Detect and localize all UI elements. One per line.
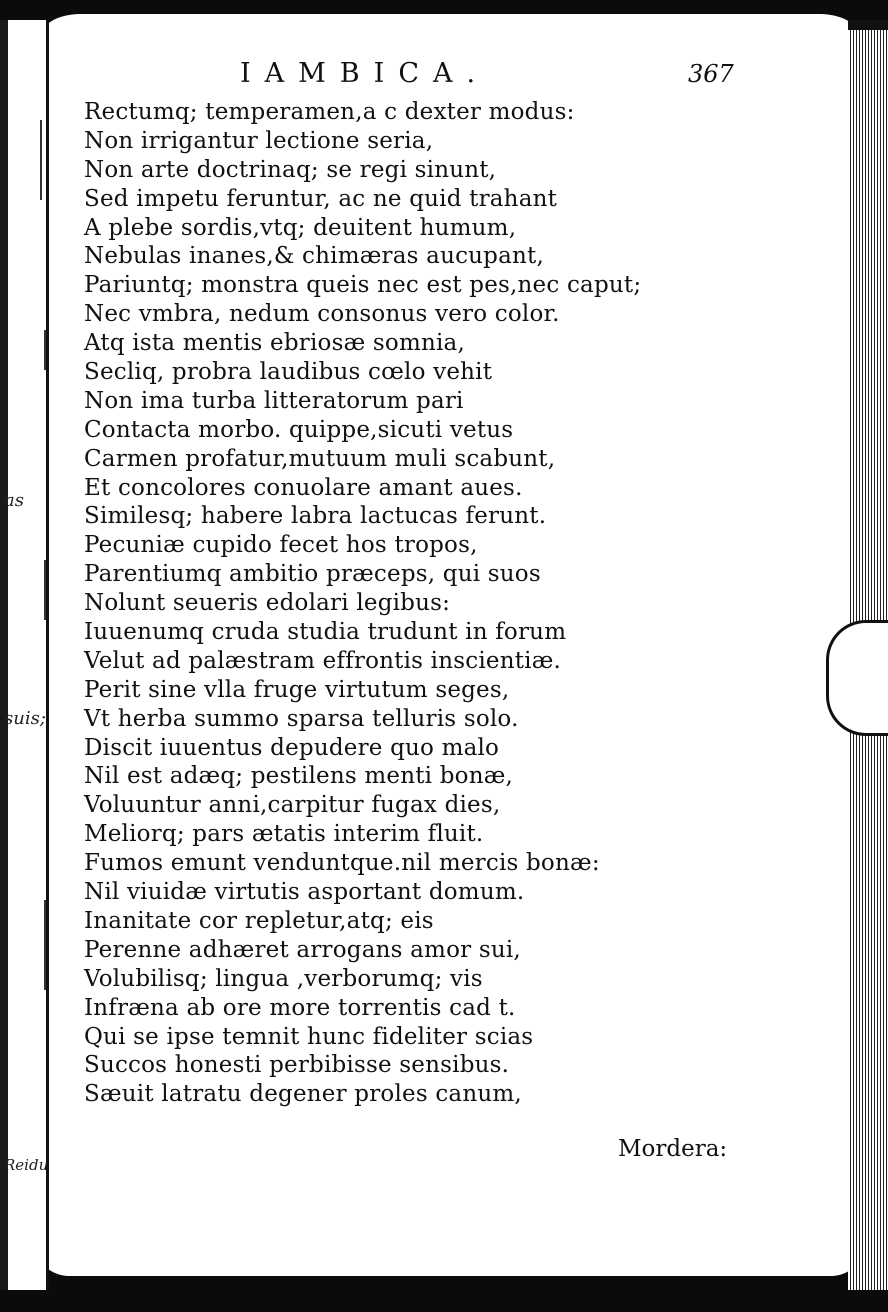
margin-fragment: suis; bbox=[4, 708, 46, 729]
verse-line: Parentiumq ambitio præceps, qui suos bbox=[84, 561, 541, 588]
verse-line: Carmen profatur,mutuum muli scabunt, bbox=[84, 445, 556, 472]
verse-line: Non arte doctrinaq; se regi sinunt, bbox=[84, 156, 497, 183]
page-number: 367 bbox=[688, 60, 734, 88]
verse-line: Perit sine vlla fruge virtutum seges, bbox=[84, 676, 510, 703]
verse-line: Pariuntq; monstra queis nec est pes,nec caput; bbox=[84, 272, 642, 299]
page-bottom-curve bbox=[40, 1232, 860, 1276]
verse-line: Perenne adhæret arrogans amor sui, bbox=[84, 936, 521, 963]
verse-line: Et concolores conuolare amant aues. bbox=[84, 474, 523, 501]
verse-line: Volubilisq; lingua ,verborumq; vis bbox=[84, 965, 483, 992]
verse-line: Sæuit latratu degener proles canum, bbox=[84, 1081, 522, 1108]
verse-line: Fumos emunt venduntque.nil mercis bonæ: bbox=[84, 850, 600, 877]
verse-line: Inanitate cor repletur,atq; eis bbox=[84, 907, 434, 934]
verse-line: Vt herba summo sparsa telluris solo. bbox=[84, 705, 519, 732]
gutter-mark bbox=[40, 120, 42, 200]
verse-line: Nil est adæq; pestilens menti bonæ, bbox=[84, 763, 514, 790]
catchword: Mordera: bbox=[618, 1136, 728, 1162]
verse-line: Nebulas inanes,& chimæras aucupant, bbox=[84, 243, 544, 270]
verse-line: Discit iuuentus depudere quo malo bbox=[84, 734, 500, 761]
page-tab-marker bbox=[826, 620, 888, 736]
binding-shadow bbox=[0, 20, 8, 1290]
verse-line: Velut ad palæstram effrontis inscientiæ. bbox=[84, 647, 562, 674]
verse-line: Non ima turba litteratorum pari bbox=[84, 387, 464, 414]
verse-line: Infræna ab ore more torrentis cad t. bbox=[84, 994, 516, 1021]
margin-fragment: Reidu bbox=[4, 1156, 49, 1174]
gutter-mark bbox=[44, 560, 46, 620]
verse-line: Qui se ipse temnit hunc fideliter scias bbox=[84, 1023, 534, 1050]
verse-line: Meliorq; pars ætatis interim fluit. bbox=[84, 821, 484, 848]
verse-line: Nil viuidæ virtutis asportant domum. bbox=[84, 879, 525, 906]
verse-line: Nolunt seueris edolari legibus: bbox=[84, 590, 451, 617]
verse-line: Iuuenumq cruda studia trudunt in forum bbox=[84, 619, 567, 646]
verse-text-block bbox=[84, 98, 644, 1109]
gutter-mark bbox=[44, 330, 46, 370]
verse-line: Succos honesti perbibisse sensibus. bbox=[84, 1052, 510, 1079]
verse-line: Contacta morbo. quippe,sicuti vetus bbox=[84, 416, 514, 443]
page-top-curve bbox=[40, 14, 860, 62]
verse-line: Atq ista mentis ebriosæ somnia, bbox=[84, 330, 465, 357]
verse-line: Pecuniæ cupido fecet hos tropos, bbox=[84, 532, 478, 559]
verse-line: Sed impetu feruntur, ac ne quid trahant bbox=[84, 185, 558, 212]
running-title: IAMBICA. bbox=[240, 58, 490, 89]
verse-line: Secliq, probra laudibus cœlo vehit bbox=[84, 359, 493, 386]
gutter-mark bbox=[44, 900, 46, 990]
verse-line: Non irrigantur lectione seria, bbox=[84, 127, 434, 154]
verse-line: A plebe sordis,vtq; deuitent humum, bbox=[84, 214, 517, 241]
margin-fragment: as bbox=[4, 490, 24, 511]
verse-line: Voluuntur anni,carpitur fugax dies, bbox=[84, 792, 501, 819]
verse-line: Similesq; habere labra lactucas ferunt. bbox=[84, 503, 547, 530]
running-header bbox=[240, 58, 560, 92]
verse-line: Rectumq; temperamen,a c dexter modus: bbox=[84, 99, 575, 125]
verse-line: Nec vmbra, nedum consonus vero color. bbox=[84, 301, 560, 328]
